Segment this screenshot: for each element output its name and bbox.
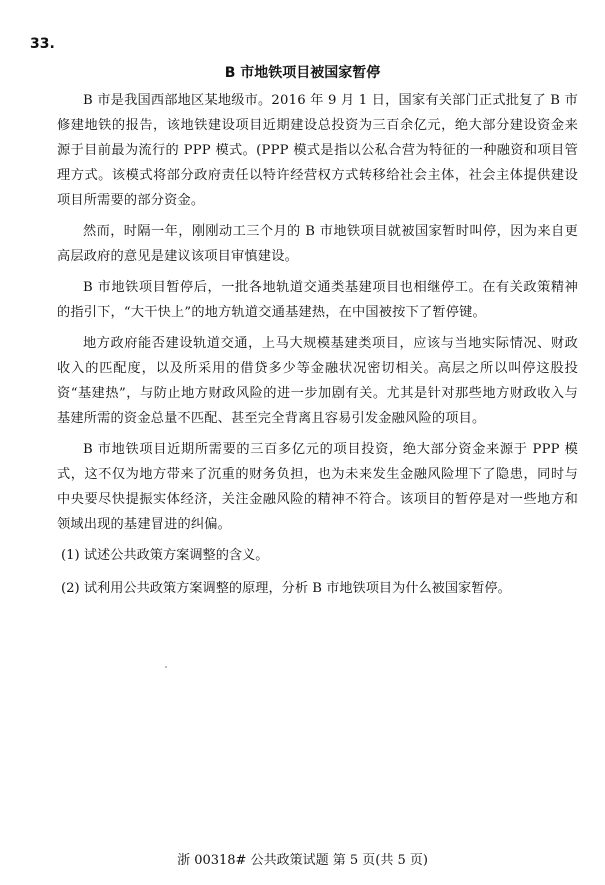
scan-speck [165,666,167,668]
paragraph-1: B 市是我国西部地区某地级市。2016 年 9 月 1 日，国家有关部门正式批复了 B 市修建地铁的报告，该地铁建设项目近期建设总投资为三百余亿元，绝大部分建设资金来源于目前最为流行的 PPP 模式。(PPP 模式是指以公私合营为特征的一种融资和项目管理方式。该模式将部分政府责任以特许经营权方式转移给社会主体，社会主体提供建设项目所需要的部分资金。 [57,93,578,208]
paragraph-2: 然而，时隔一年，刚刚动工三个月的 B 市地铁项目就被国家暂时叫停，因为来自更高层政府的意见是建议该项目审慎建设。 [57,224,578,264]
sub-question-1: (1) 试述公共政策方案调整的含义。 [61,548,269,563]
paragraph-5: B 市地铁项目近期所需要的三百多亿元的项目投资，绝大部分资金来源于 PPP 模式，这不仅为地方带来了沉重的财务负担，也为未来发生金融风险埋下了隐患，同时与中央要尽快提振实体经济，关注金融风险的精神不符合。该项目的暂停是对一些地方和领域出现的基建冒进的纠偏。 [57,442,578,532]
paragraph-4: 地方政府能否建设轨道交通，上马大规模基建类项目，应该与当地实际情况、财政收入的匹配度，以及所采用的借贷多少等金融状况密切相关。高层之所以叫停这股投资“基建热”，与防止地方财政风险的进一步加剧有关。尤其是针对那些地方财政收入与基建所需的资金总量不匹配、甚至完全背离且容易引发金融风险的项目。 [57,336,578,426]
page-footer: 浙 00318# 公共政策试题 第 5 页(共 5 页) [177,853,428,868]
question-number: 33. [30,36,55,52]
paragraph-3: B 市地铁项目暂停后，一批各地轨道交通类基建项目也相继停工。在有关政策精神的指引下，“大干快上”的地方轨道交通基建热，在中国被按下了暂停键。 [57,280,578,320]
case-title: B 市地铁项目被国家暂停 [224,65,381,81]
sub-question-2: (2) 试利用公共政策方案调整的原理，分析 B 市地铁项目为什么被国家暂停。 [61,581,511,596]
case-body [57,88,578,609]
